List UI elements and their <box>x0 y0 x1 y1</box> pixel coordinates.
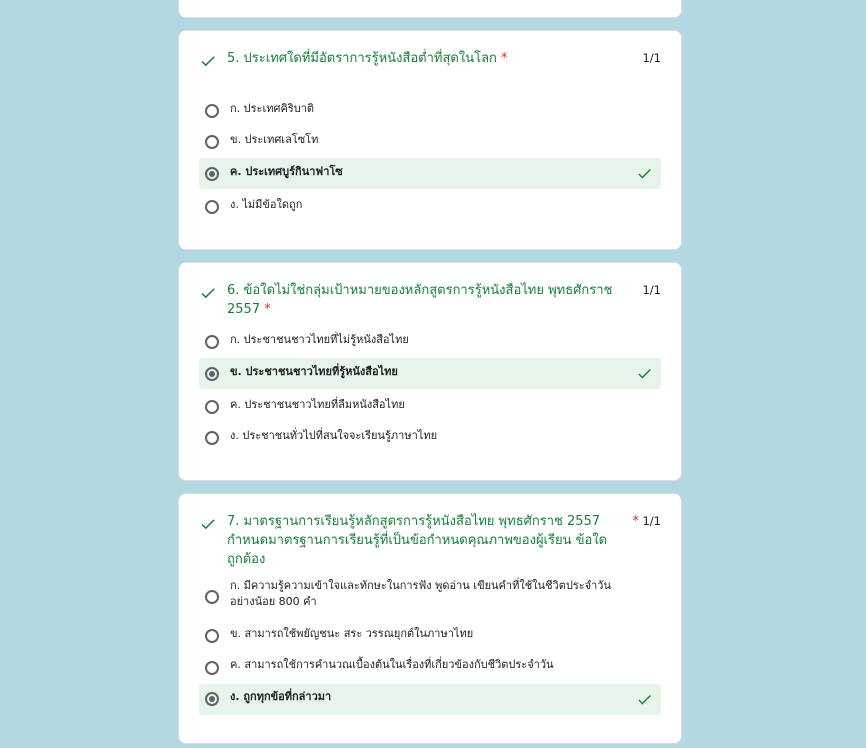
option-label: ข. สามารถใช้พยัญชนะ สระ วรรณยุกต์ในภาษาไทย <box>230 627 474 640</box>
radio-button[interactable] <box>205 590 219 604</box>
option-label: ค. สามารถใช้การคำนวณเบื้องต้นในเรื่องที่เกี่ยวข้องกับชีวิตประจำวัน <box>230 658 554 671</box>
question-header <box>199 281 661 317</box>
option-label: ง. ประชาชนทั่วไปที่สนใจจะเรียนรู้ภาษาไทย <box>230 429 438 442</box>
option-q7-b[interactable] <box>199 622 661 650</box>
radio-button-selected[interactable] <box>205 167 219 181</box>
question-title: 6. ข้อใดไม่ใช่กลุ่มเป้าหมายของหลักสูตรการรู้หนังสือไทย พุทธศักราช 2557 * <box>227 283 613 317</box>
option-label: ก. ประเทศคิริบาติ <box>230 102 315 115</box>
radio-button[interactable] <box>205 335 219 349</box>
option-label: ง. ไม่มีข้อใดถูก <box>230 198 303 211</box>
option-label: ข. ประชาชนชาวไทยที่รู้หนังสือไทย <box>230 365 398 378</box>
correct-check-icon <box>199 52 217 70</box>
radio-button-selected[interactable] <box>205 367 219 381</box>
option-q7-c[interactable] <box>199 653 661 681</box>
option-q6-a[interactable] <box>199 326 661 354</box>
required-asterisk: * <box>264 302 271 317</box>
option-label: ก. มีความรู้ความเข้าใจและทักษะในการฟัง พูดอ่าน เขียนคำที่ใช้ในชีวิตประจำวัน อย่างน้อย 800 คำ <box>230 579 611 608</box>
option-q5-b[interactable] <box>199 126 661 154</box>
option-q7-d[interactable] <box>199 684 661 715</box>
question-header <box>199 512 661 567</box>
correct-check-icon <box>199 515 217 533</box>
required-asterisk: * <box>632 514 639 529</box>
question-score: 1/1 <box>642 283 661 297</box>
question-title: 7. มาตรฐานการเรียนรู้หลักสูตรการรู้หนังสือไทย พุทธศักราช 2557 กำหนดมาตรฐานการเรียนรู้ที่เป็นข้อกำหนดคุณภาพของผู้เรียน ข้อใดถูกต้อง <box>227 514 608 567</box>
option-q6-d[interactable] <box>199 422 661 450</box>
correct-check-icon <box>199 284 217 302</box>
correct-answer-check-icon <box>636 165 653 182</box>
required-asterisk: * <box>501 51 508 66</box>
question-score: 1/1 <box>642 514 661 528</box>
option-q6-b[interactable] <box>199 358 661 389</box>
question-card-5 <box>178 30 682 250</box>
option-q5-d[interactable] <box>199 191 661 219</box>
radio-button[interactable] <box>205 629 219 643</box>
radio-button[interactable] <box>205 104 219 118</box>
option-label: ข. ประเทศเลโซโท <box>230 133 319 146</box>
previous-question-card <box>178 0 682 18</box>
option-q6-c[interactable] <box>199 391 661 419</box>
correct-answer-check-icon <box>636 365 653 382</box>
question-score: 1/1 <box>642 51 661 65</box>
correct-answer-check-icon <box>636 691 653 708</box>
question-card-6 <box>178 262 682 481</box>
radio-button[interactable] <box>205 400 219 414</box>
option-label: ง. ถูกทุกข้อที่กล่าวมา <box>230 690 332 703</box>
option-label: ค. ประชาชนชาวไทยที่ลืมหนังสือไทย <box>230 398 405 411</box>
option-q7-a[interactable] <box>199 574 661 614</box>
radio-button[interactable] <box>205 135 219 149</box>
radio-button[interactable] <box>205 661 219 675</box>
question-card-7 <box>178 493 682 744</box>
option-label: ก. ประชาชนชาวไทยที่ไม่รู้หนังสือไทย <box>230 333 409 346</box>
option-q5-c[interactable] <box>199 158 661 189</box>
radio-button-selected[interactable] <box>205 692 219 706</box>
option-label: ค. ประเทศบูร์กินาฟาโซ <box>230 165 343 178</box>
question-title: 5. ประเทศใดที่มีอัตราการรู้หนังสือต่ำที่สุดในโลก * <box>227 51 508 66</box>
radio-button[interactable] <box>205 431 219 445</box>
option-q5-a[interactable] <box>199 95 661 123</box>
radio-button[interactable] <box>205 200 219 214</box>
question-header <box>199 49 661 71</box>
